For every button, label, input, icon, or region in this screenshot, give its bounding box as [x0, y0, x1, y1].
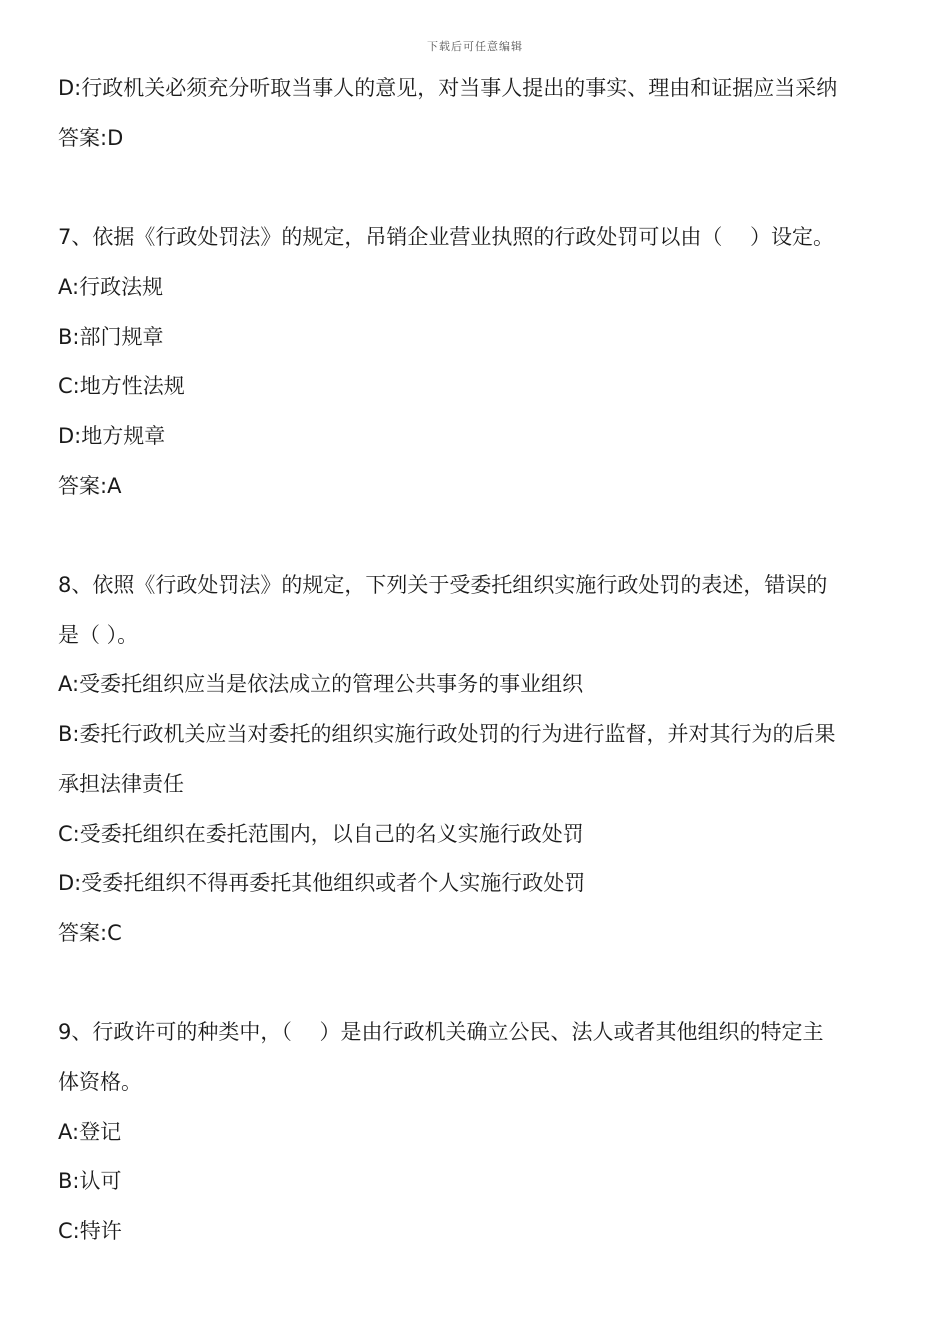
option-d: D:受委托组织不得再委托其他组织或者个人实施行政处罚: [58, 871, 586, 896]
question-text: 7、依据《行政处罚法》的规定，吊销企业营业执照的行政处罚可以由（ ）设定。: [58, 225, 835, 250]
answer: 答案:A: [58, 473, 122, 498]
question-9: [58, 1008, 898, 1257]
option-b: B:认可: [58, 1169, 122, 1194]
page-header-note: 下载后可任意编辑: [427, 40, 523, 53]
option-b: B:部门规章: [58, 324, 164, 349]
question-text-line-1: 9、行政许可的种类中，（ ）是由行政机关确立公民、法人或者其他组织的特定主: [58, 1020, 824, 1045]
spacer: [58, 163, 898, 213]
answer: 答案:C: [58, 920, 122, 945]
question-text-line-1: 8、依照《行政处罚法》的规定，下列关于受委托组织实施行政处罚的表述，错误的: [58, 573, 828, 597]
option-b: B:委托行政机关应当对委托的组织实施行政处罚的行为进行监督，并对其行为的后果: [58, 722, 836, 747]
option-d: D:行政机关必须充分听取当事人的意见，对当事人提出的事实、理由和证据应当采纳: [58, 76, 838, 100]
question-8: [58, 561, 898, 959]
option-d: D:地方规章: [58, 423, 166, 448]
question-6-tail: [58, 64, 898, 163]
option-c: C:特许: [58, 1219, 122, 1244]
option-a: A:受委托组织应当是依法成立的管理公共事务的事业组织: [58, 672, 584, 697]
option-a: A:行政法规: [58, 274, 164, 299]
option-c: C:受委托组织在委托范围内，以自己的名义实施行政处罚: [58, 821, 584, 846]
option-b-continued: 承担法律责任: [58, 771, 184, 796]
spacer: [58, 511, 898, 561]
question-text-line-2: 是（ ）。: [58, 622, 139, 647]
option-c: C:地方性法规: [58, 374, 185, 399]
question-text-line-2: 体资格。: [58, 1070, 142, 1095]
question-7: [58, 213, 898, 511]
spacer: [58, 959, 898, 1009]
answer: 答案:D: [58, 125, 124, 150]
option-a: A:登记: [58, 1119, 122, 1144]
document-body: [58, 64, 898, 1257]
